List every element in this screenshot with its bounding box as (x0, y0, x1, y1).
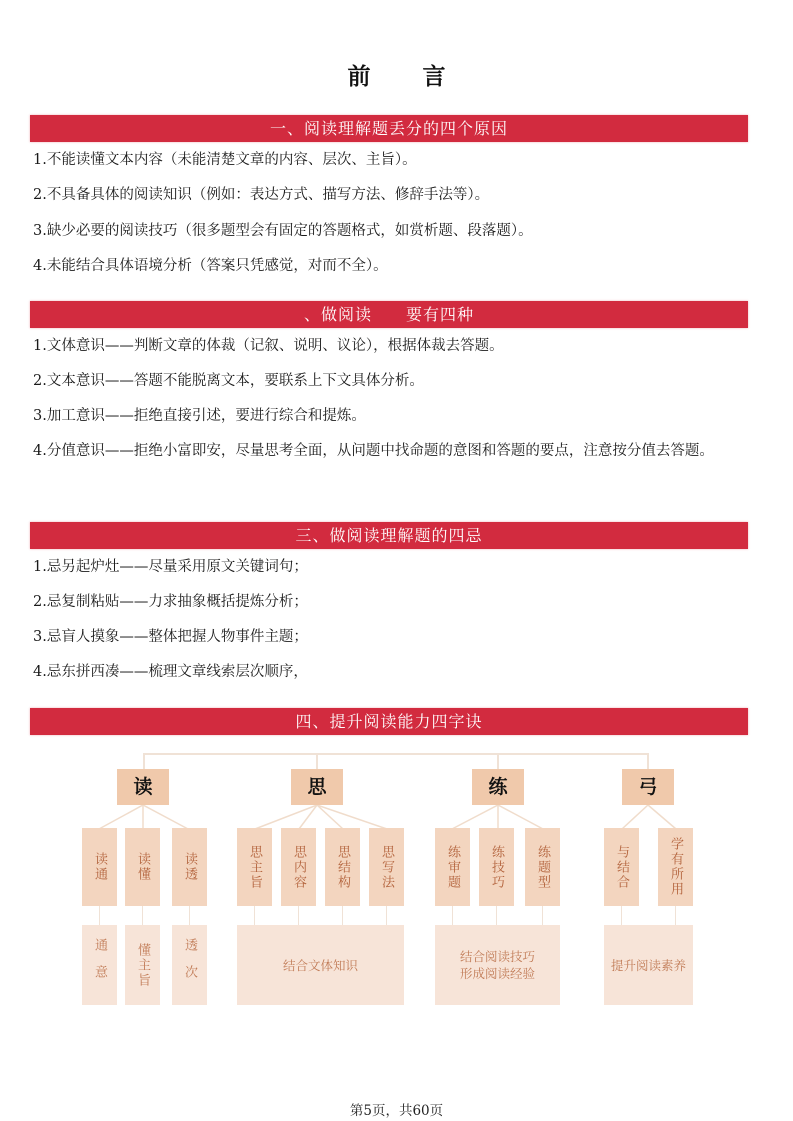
connector-line (298, 906, 299, 925)
list-item: 4.分值意识——拒绝小富即安，尽量思考全面，从问题中找命题的意图和答题的要点，注意按分值去答题。 (33, 443, 714, 459)
connector-line (621, 906, 622, 925)
branch-lines (75, 805, 715, 830)
leaf-box: 练审题 (435, 828, 470, 906)
leaf-box: 思写法 (369, 828, 404, 906)
bottom-box: 懂主旨 (125, 925, 160, 1005)
page-title: 前 言 (347, 64, 468, 90)
connector-line (342, 906, 343, 925)
bottom-box-line: 结合阅读技巧 (459, 949, 535, 964)
leaf-box: 读透 (172, 828, 207, 906)
leaf-box: 练技巧 (479, 828, 514, 906)
bottom-box: 结合文体知识 (237, 925, 404, 1005)
connector-line (542, 906, 543, 925)
connector-line (142, 906, 143, 925)
connector-line (497, 753, 499, 770)
list-item: 2.忌复制粘贴——力求抽象概括提炼分析； (33, 594, 308, 610)
connector-line (675, 906, 676, 925)
leaf-box: 学有所用 (658, 828, 693, 906)
connector-line (386, 906, 387, 925)
key-box-lian: 练 (472, 769, 524, 805)
leaf-box: 读通 (82, 828, 117, 906)
list-item: 2.文本意识——答题不能脱离文本，要联系上下文具体分析。 (33, 373, 424, 389)
list-item: 3.加工意识——拒绝直接引述，要进行综合和提炼。 (33, 408, 366, 424)
leaf-box: 与结合 (604, 828, 639, 906)
bottom-box: 透次 (172, 925, 207, 1005)
key-box-si: 思 (291, 769, 343, 805)
key-box-gong: 弓 (622, 769, 674, 805)
leaf-box: 思主旨 (237, 828, 272, 906)
connector-line (647, 753, 649, 770)
list-item: 1.不能读懂文本内容（未能清楚文章的内容、层次、主旨）。 (33, 152, 417, 168)
bottom-box-line: 形成阅读经验 (459, 966, 535, 981)
leaf-box: 练题型 (525, 828, 560, 906)
list-item: 3.忌盲人摸象——整体把握人物事件主题； (33, 629, 308, 645)
list-item: 2.不具备具体的阅读知识（例如：表达方式、描写方法、修辞手法等）。 (33, 187, 490, 203)
list-item: 4.未能结合具体语境分析（答案只凭感觉，对而不全）。 (33, 258, 388, 274)
connector-line (254, 906, 255, 925)
section-heading-4: 四、提升阅读能力四字诀 (30, 708, 748, 735)
list-item: 1.忌另起炉灶——尽量采用原文关键词句； (33, 559, 308, 575)
list-item: 1.文体意识——判断文章的体裁（记叙、说明、议论），根据体裁去答题。 (33, 338, 504, 354)
list-item: 4.忌东拼西凑——梳理文章线索层次顺序， (33, 664, 308, 680)
list-item: 3.缺少必要的阅读技巧（很多题型会有固定的答题格式，如赏析题、段落题）。 (33, 223, 533, 239)
connector-line (316, 753, 318, 770)
section-heading-2: 、做阅读 要有四种 (30, 301, 748, 328)
leaf-box: 读懂 (125, 828, 160, 906)
connector-line (143, 753, 145, 770)
four-character-diagram (75, 745, 715, 1015)
connector-line (496, 906, 497, 925)
bottom-box: 提升阅读素养 (604, 925, 693, 1005)
page-footer: 第5页，共60页 (349, 1103, 444, 1119)
connector-line (143, 753, 648, 755)
connector-line (452, 906, 453, 925)
section-heading-1: 一、阅读理解题丢分的四个原因 (30, 115, 748, 142)
section-heading-3: 三、做阅读理解题的四忌 (30, 522, 748, 549)
connector-line (189, 906, 190, 925)
key-box-du: 读 (117, 769, 169, 805)
bottom-box: 通意 (82, 925, 117, 1005)
bottom-box (435, 925, 560, 1005)
connector-line (99, 906, 100, 925)
leaf-box: 思内容 (281, 828, 316, 906)
leaf-box: 思结构 (325, 828, 360, 906)
